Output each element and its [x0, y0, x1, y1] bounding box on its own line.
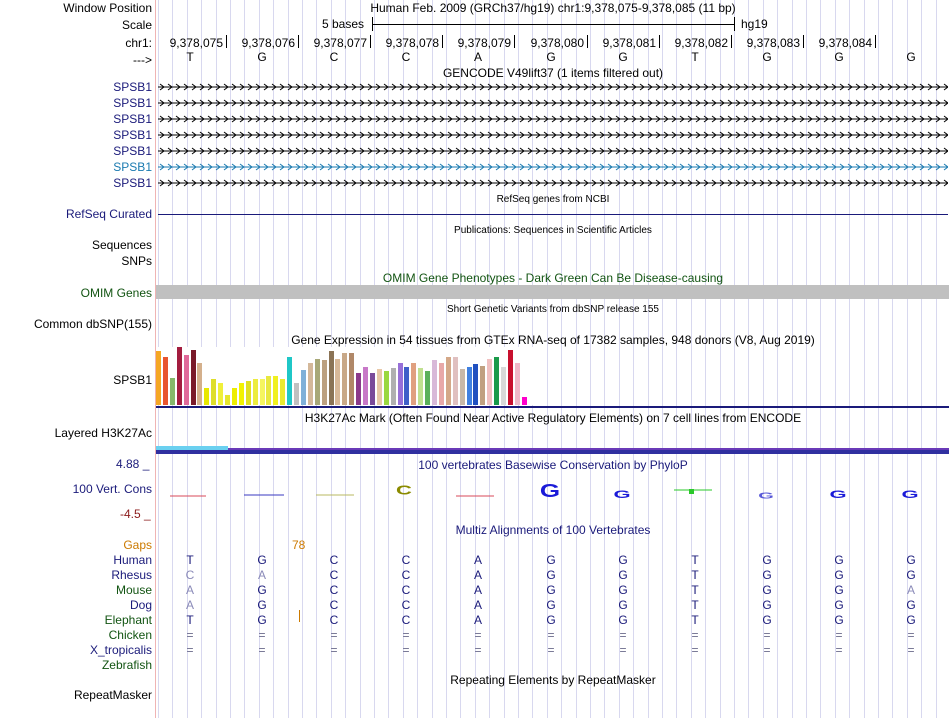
alignment-base: C [401, 553, 411, 567]
gtex-bar[interactable] [322, 360, 327, 405]
alignment-base: A [473, 583, 482, 597]
alignment-base: = [619, 628, 627, 642]
repeatmasker-label[interactable]: RepeatMasker [73, 688, 152, 702]
gtex-bar[interactable] [411, 363, 416, 405]
alignment-base: = [474, 628, 482, 642]
alignment-base: G [546, 568, 556, 582]
gencode-title[interactable]: GENCODE V49lift37 (1 items filtered out) [442, 66, 664, 80]
alignment-base: T [691, 568, 699, 582]
alignment-base: C [329, 613, 339, 627]
gencode-transcript-line[interactable] [158, 97, 948, 109]
conservation-label[interactable]: 100 Vert. Cons [72, 482, 152, 496]
alignment-base: = [907, 628, 915, 642]
gtex-bar[interactable] [356, 373, 361, 405]
cons-letter-c: C [396, 482, 412, 498]
publications-title[interactable]: Publications: Sequences in Scientific Articles [454, 225, 652, 236]
gtex-bar[interactable] [335, 359, 340, 405]
alignment-base: A [473, 568, 482, 582]
dbsnp-title[interactable]: Short Genetic Variants from dbSNP release 155 [447, 304, 659, 315]
cons-t-mark [689, 489, 694, 494]
alignment-base: C [401, 583, 411, 597]
scale-bar [372, 24, 734, 25]
alignment-base: G [906, 553, 916, 567]
alignment-base: T [691, 583, 699, 597]
species-label[interactable]: X_tropicalis [89, 643, 152, 657]
gtex-bar-chart[interactable] [156, 347, 536, 405]
alignment-base: = [763, 643, 771, 657]
alignment-base: = [330, 628, 338, 642]
gencode-transcript-label[interactable]: SPSB1 [113, 96, 152, 110]
gtex-bar[interactable] [342, 353, 347, 405]
gtex-bar[interactable] [446, 357, 451, 405]
gtex-bar[interactable] [467, 367, 472, 405]
alignment-base: = [330, 643, 338, 657]
gencode-transcript-label[interactable]: SPSB1 [113, 128, 152, 142]
gtex-bar[interactable] [211, 379, 216, 405]
alignment-base: A [185, 583, 194, 597]
gtex-bar[interactable] [280, 379, 285, 405]
h3k27ac-cyan-segment[interactable] [156, 446, 228, 450]
h3k27ac-label[interactable]: Layered H3K27Ac [54, 426, 152, 440]
reference-base: G [834, 50, 844, 64]
alignment-base: A [473, 553, 482, 567]
alignment-base: = [258, 628, 266, 642]
alignment-base: C [401, 613, 411, 627]
gtex-bar[interactable] [329, 351, 334, 405]
cons-letter-g-3: G [758, 491, 774, 501]
alignment-base: C [185, 568, 195, 582]
reference-base: C [401, 50, 411, 64]
reference-base: G [906, 50, 916, 64]
alignment-base: G [546, 553, 556, 567]
gtex-baseline [156, 406, 949, 408]
multiz-title[interactable]: Multiz Alignments of 100 Vertebrates [455, 523, 651, 537]
gtex-bar[interactable] [218, 383, 223, 405]
gtex-bar[interactable] [225, 395, 230, 405]
conservation-min: -4.5 _ [120, 507, 151, 521]
gtex-bar[interactable] [398, 363, 403, 405]
species-label[interactable]: Rhesus [111, 568, 152, 582]
alignment-base: G [546, 598, 556, 612]
alignment-base: = [907, 643, 915, 657]
gencode-transcript-line[interactable] [158, 177, 948, 189]
reference-base: G [618, 50, 628, 64]
refseq-line[interactable] [158, 214, 948, 215]
gtex-bar[interactable] [501, 367, 506, 405]
h3k27ac-title[interactable]: H3K27Ac Mark (Often Found Near Active Regulatory Elements) on 7 cell lines from ENCODE [304, 411, 802, 425]
reference-base: A [473, 50, 482, 64]
coordinate-label: 9,378,075 [169, 36, 223, 50]
omim-bar[interactable] [156, 285, 949, 299]
cons-letter-g-2: G [613, 487, 631, 501]
coordinate-tick [875, 35, 876, 48]
gtex-bar[interactable] [473, 364, 478, 405]
alignment-base: G [834, 568, 844, 582]
coordinate-tick [659, 35, 660, 48]
alignment-base: T [186, 553, 194, 567]
gencode-transcript-line[interactable] [158, 145, 948, 157]
scale-text: 5 bases [322, 17, 365, 31]
alignment-base: G [257, 583, 267, 597]
gtex-bar[interactable] [404, 367, 409, 405]
gencode-transcript-line[interactable] [158, 81, 948, 93]
coordinate-label: 9,378,078 [385, 36, 439, 50]
omim-title[interactable]: OMIM Gene Phenotypes - Dark Green Can Be Disease-causing [382, 271, 724, 285]
gtex-bar[interactable] [515, 363, 520, 405]
alignment-base: G [546, 613, 556, 627]
gtex-bar[interactable] [384, 371, 389, 405]
alignment-base: G [618, 583, 628, 597]
gencode-transcript-label[interactable]: SPSB1 [113, 80, 152, 94]
alignment-base: G [906, 568, 916, 582]
gap-tick [299, 610, 300, 622]
chr-label: chr1: [125, 36, 152, 50]
gtex-bar[interactable] [508, 350, 513, 405]
repeatmasker-title[interactable]: Repeating Elements by RepeatMasker [450, 673, 656, 687]
gtex-bar[interactable] [315, 359, 320, 405]
gencode-transcript-line[interactable] [158, 129, 948, 141]
coordinate-label: 9,378,084 [818, 36, 872, 50]
gtex-bar[interactable] [425, 371, 430, 405]
scale-bar-left-tick [372, 17, 373, 31]
gtex-bar[interactable] [418, 368, 423, 405]
alignment-base: = [474, 643, 482, 657]
alignment-base: = [402, 628, 410, 642]
coordinate-tick [226, 35, 227, 48]
alignment-base: G [906, 598, 916, 612]
cons-letter-g-5: G [901, 487, 919, 501]
gtex-bar[interactable] [391, 368, 396, 405]
scale-label: Scale [121, 18, 152, 32]
assembly-short-label: hg19 [741, 17, 768, 31]
species-label[interactable]: Zebrafish [101, 658, 152, 672]
alignment-base: = [763, 628, 771, 642]
species-label[interactable]: Mouse [115, 583, 152, 597]
cons-letter-g-4: G [829, 487, 847, 501]
alignment-base: C [329, 568, 339, 582]
gtex-bar[interactable] [191, 350, 196, 405]
reference-base: T [186, 50, 194, 64]
gtex-bar[interactable] [287, 357, 292, 405]
species-label[interactable]: Human [113, 553, 152, 567]
conservation-max: 4.88 _ [116, 457, 150, 471]
gtex-label[interactable]: SPSB1 [113, 373, 152, 387]
coordinate-label: 9,378,083 [746, 36, 800, 50]
alignment-base: G [762, 598, 772, 612]
alignment-base: G [618, 553, 628, 567]
gtex-bar[interactable] [432, 360, 437, 405]
gtex-bar[interactable] [363, 367, 368, 405]
alignment-base: T [186, 613, 194, 627]
gtex-bar[interactable] [260, 379, 265, 405]
alignment-base: = [835, 628, 843, 642]
gtex-bar[interactable] [246, 381, 251, 405]
strand-arrow-label: ---> [133, 53, 152, 67]
gaps-label[interactable]: Gaps [123, 538, 152, 552]
reference-base: G [546, 50, 556, 64]
sequences-label[interactable]: Sequences [91, 238, 152, 252]
gtex-bar[interactable] [494, 357, 499, 405]
alignment-base: A [185, 598, 194, 612]
gaps-value: 78 [292, 538, 306, 552]
window-position-label: Window Position [63, 1, 152, 15]
reference-base: G [762, 50, 772, 64]
gtex-bar[interactable] [294, 383, 299, 405]
alignment-base: G [906, 613, 916, 627]
alignment-base: G [618, 568, 628, 582]
coordinate-label: 9,378,077 [313, 36, 367, 50]
scale-bar-right-tick [734, 17, 735, 31]
coordinate-label: 9,378,079 [457, 36, 511, 50]
alignment-base: G [618, 598, 628, 612]
conservation-logo[interactable] [156, 476, 949, 506]
gtex-bar[interactable] [266, 376, 271, 405]
alignment-base: G [834, 598, 844, 612]
alignment-base: A [257, 568, 266, 582]
alignment-base: G [762, 583, 772, 597]
refseq-title[interactable]: RefSeq genes from NCBI [496, 194, 610, 205]
gtex-bar[interactable] [197, 363, 202, 405]
alignment-base: G [834, 553, 844, 567]
gtex-bar[interactable] [301, 370, 306, 405]
alignment-base: T [691, 613, 699, 627]
reference-base: C [329, 50, 339, 64]
coordinate-label: 9,378,082 [674, 36, 728, 50]
gtex-bar[interactable] [177, 347, 182, 405]
conservation-title[interactable]: 100 vertebrates Basewise Conservation by PhyloP [418, 458, 688, 472]
coordinate-tick [298, 35, 299, 48]
gtex-bar[interactable] [308, 363, 313, 405]
gtex-bar[interactable] [487, 359, 492, 405]
h3k27ac-signal-base[interactable] [156, 450, 949, 454]
species-label[interactable]: Chicken [108, 628, 152, 642]
alignment-base: G [546, 583, 556, 597]
reference-base: T [691, 50, 699, 64]
gencode-transcript-label[interactable]: SPSB1 [113, 160, 152, 174]
alignment-base: = [186, 643, 194, 657]
alignment-base: C [329, 553, 339, 567]
gencode-transcript-label[interactable]: SPSB1 [113, 176, 152, 190]
refseq-label[interactable]: RefSeq Curated [65, 207, 152, 221]
gtex-bar[interactable] [377, 369, 382, 405]
coordinate-label: 9,378,076 [241, 36, 295, 50]
coordinate-label: 9,378,080 [530, 36, 584, 50]
gtex-bar[interactable] [522, 397, 527, 405]
gtex-bar[interactable] [370, 373, 375, 405]
alignment-base: = [258, 643, 266, 657]
gtex-bar[interactable] [184, 355, 189, 405]
alignment-base: G [762, 568, 772, 582]
gtex-bar[interactable] [156, 351, 161, 405]
alignment-base: G [257, 598, 267, 612]
alignment-base: T [691, 598, 699, 612]
alignment-base: G [834, 613, 844, 627]
alignment-base: G [762, 553, 772, 567]
alignment-base: = [186, 628, 194, 642]
gencode-transcript-line[interactable] [158, 113, 948, 125]
alignment-base: = [691, 628, 699, 642]
alignment-base: C [329, 598, 339, 612]
gencode-transcript-label[interactable]: SPSB1 [113, 144, 152, 158]
alignment-base: = [547, 643, 555, 657]
species-label[interactable]: Elephant [104, 613, 152, 627]
alignment-base: A [473, 598, 482, 612]
gtex-bar[interactable] [453, 357, 458, 405]
omim-label[interactable]: OMIM Genes [80, 286, 152, 300]
alignment-base: C [329, 583, 339, 597]
coordinate-tick [514, 35, 515, 48]
gtex-bar[interactable] [163, 357, 168, 405]
coordinate-tick [587, 35, 588, 48]
alignment-base: = [402, 643, 410, 657]
alignment-base: T [691, 553, 699, 567]
gtex-bar[interactable] [204, 388, 209, 405]
gtex-bar[interactable] [349, 353, 354, 405]
alignment-base: G [257, 553, 267, 567]
alignment-base: C [401, 568, 411, 582]
gtex-bar[interactable] [273, 376, 278, 405]
coordinate-tick [370, 35, 371, 48]
coordinate-label: 9,378,081 [602, 36, 656, 50]
gencode-transcript-label[interactable]: SPSB1 [113, 112, 152, 126]
dbsnp-label[interactable]: Common dbSNP(155) [33, 317, 152, 331]
alignment-base: G [618, 613, 628, 627]
alignment-base: = [619, 643, 627, 657]
alignment-base: A [473, 613, 482, 627]
alignment-base: A [906, 583, 915, 597]
coordinate-tick [731, 35, 732, 48]
gtex-bar[interactable] [253, 379, 258, 405]
snps-label[interactable]: SNPs [121, 254, 152, 268]
alignment-base: = [547, 628, 555, 642]
gtex-bar[interactable] [439, 363, 444, 405]
gtex-bar[interactable] [460, 369, 465, 405]
alignment-base: = [691, 643, 699, 657]
assembly-position-title[interactable]: Human Feb. 2009 (GRCh37/hg19) chr1:9,378,075-9,378,085 (11 bp) [370, 1, 736, 15]
coordinate-tick [803, 35, 804, 48]
reference-base: G [257, 50, 267, 64]
alignment-base: G [257, 613, 267, 627]
gencode-transcript-line[interactable] [158, 161, 948, 173]
gtex-bar[interactable] [239, 383, 244, 405]
alignment-base: C [401, 598, 411, 612]
alignment-base: G [762, 613, 772, 627]
alignment-base: = [835, 643, 843, 657]
alignment-base: G [834, 583, 844, 597]
gtex-title[interactable]: Gene Expression in 54 tissues from GTEx RNA-seq of 17382 samples, 948 donors (V8, Aug 2019) [291, 333, 815, 347]
gtex-bar[interactable] [480, 366, 485, 405]
species-label[interactable]: Dog [129, 598, 152, 612]
cons-letter-g-1: G [539, 480, 561, 502]
gtex-bar[interactable] [170, 378, 175, 405]
gtex-bar[interactable] [232, 388, 237, 405]
coordinate-tick [442, 35, 443, 48]
